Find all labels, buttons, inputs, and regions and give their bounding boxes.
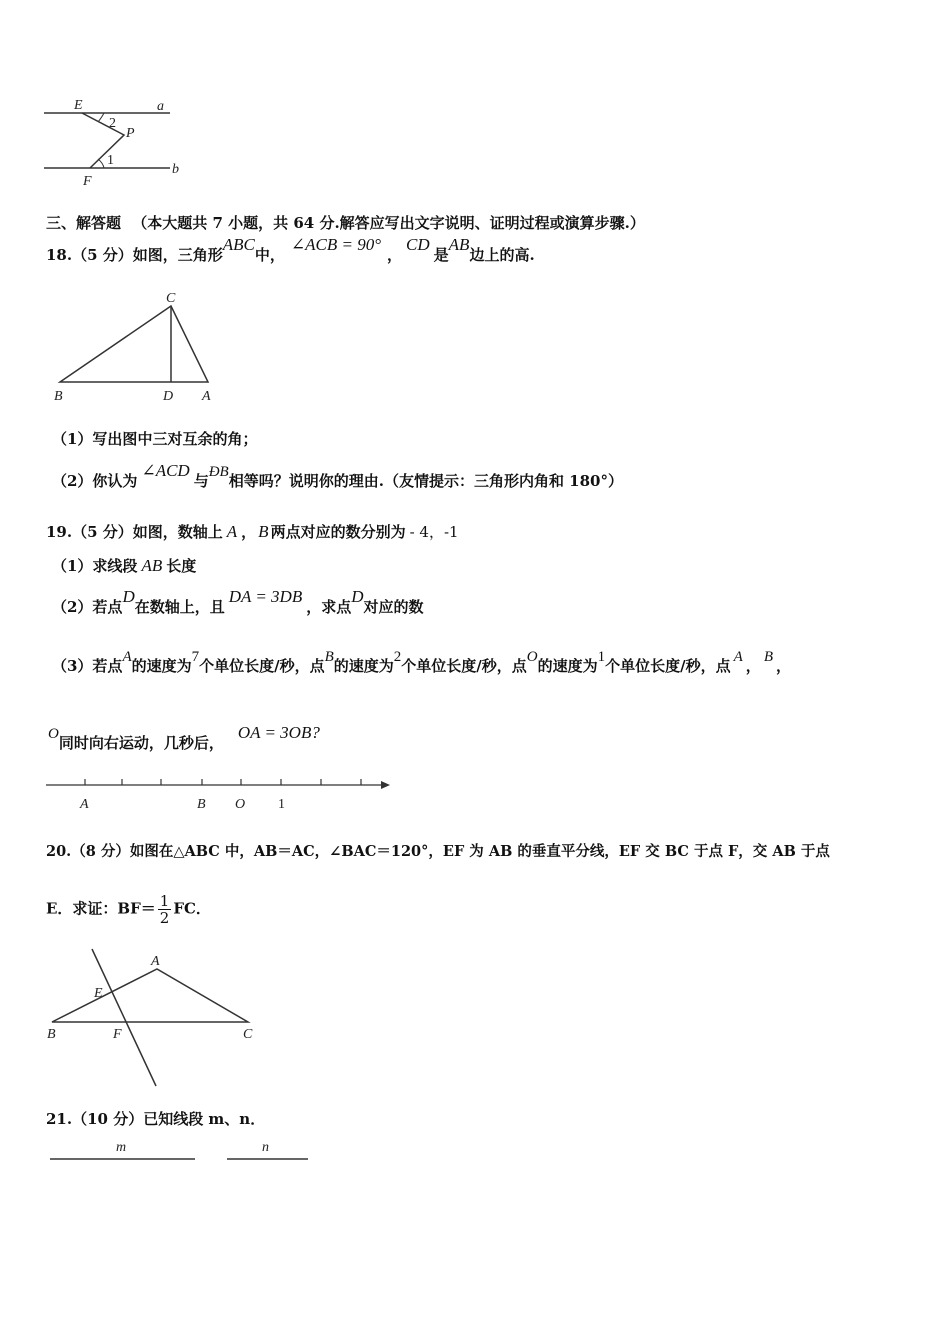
figure-segments-mn: [48, 1138, 318, 1168]
q18-part2-math-b: ÐB: [208, 464, 229, 480]
q19-part2-math-eq: DA = 3DB: [228, 587, 303, 606]
label-A: A: [151, 954, 160, 969]
label-A: A: [202, 389, 211, 404]
q19-part3-b: B: [324, 649, 334, 665]
q19-part3-p3: 的速度为: [333, 657, 394, 675]
q19-part3-p7: 同时向右运动，几秒后，: [58, 734, 224, 752]
q19-part3-vb: 2: [393, 649, 402, 665]
label-B: B: [47, 1027, 56, 1042]
label-B: B: [54, 389, 63, 404]
q19-part3-b2: B: [763, 649, 773, 665]
q19-part3-sep: ，: [745, 657, 761, 675]
axis-label-B: B: [197, 797, 206, 812]
label-b: b: [172, 162, 179, 177]
q19-part3: [52, 650, 791, 683]
q19-math-b: B: [258, 522, 269, 541]
axis-label-1: 1: [278, 797, 285, 812]
q19-part3-line2: [48, 723, 320, 760]
label-2: 2: [109, 116, 116, 131]
figure-triangle-bisector: [44, 945, 259, 1090]
triangle-abc-obtuse: [52, 969, 248, 1022]
q19-math-a: A: [226, 522, 238, 541]
q19-part1-prefix: （1）求线段: [52, 557, 138, 575]
figure-parallel-lines: [40, 95, 200, 190]
q19-part1-suffix: 长度: [166, 557, 197, 575]
q19-part3-p4: 个单位长度/秒，点: [401, 657, 527, 675]
q20-line2-prefix: E．求证：BF＝: [46, 899, 156, 918]
label-E: E: [94, 986, 103, 1001]
q19-part2-t1: 在数轴上，且: [134, 598, 225, 616]
figure-triangle-abc: [50, 290, 230, 408]
label-a: a: [157, 99, 164, 114]
q19-stem: [46, 521, 459, 542]
q19-part3-o2: O: [48, 726, 59, 742]
q19-part3-p2: 个单位长度/秒，点: [199, 657, 325, 675]
q19-part3-eq: OA = 3OB?: [237, 723, 320, 742]
axis-label-A: A: [80, 797, 89, 812]
q18-math-abc: ABC: [222, 235, 255, 254]
q19-part3-p6: 个单位长度/秒，点: [605, 657, 731, 675]
section-heading: [46, 212, 645, 233]
q19-comma: ，: [241, 523, 257, 541]
q18-stem: [46, 235, 535, 270]
label-C: C: [166, 291, 176, 306]
q19-part3-p5: 的速度为: [537, 657, 598, 675]
q18-t4: 边上的高.: [469, 246, 535, 264]
q20-line1: 20.（8 分）如图在△ABC 中，AB＝AC，∠BAC＝120°，EF 为 AB 的垂直平分线，EF 交 BC 于点 F，交 AB 于点: [46, 843, 830, 860]
q19-prefix: 19.（5 分）如图，数轴上: [46, 523, 223, 541]
q19-part3-end: ，: [775, 657, 791, 675]
q19-part2-math-d: D: [122, 587, 135, 606]
label-E: E: [74, 98, 83, 113]
q20-line2: [46, 893, 211, 926]
label-m: m: [116, 1140, 127, 1155]
q19-part2-t2: ，求点: [306, 598, 352, 616]
q18-part2-prefix: （2）你认为: [52, 472, 138, 490]
axis-label-O: O: [235, 797, 246, 812]
section-note: （本大题共 7 小题，共 64 分.解答应写出文字说明、证明过程或演算步骤.）: [132, 214, 645, 232]
q18-t3: 是: [433, 246, 449, 264]
q18-part2-t1: 与: [193, 472, 209, 490]
q21-stem: 21.（10 分）已知线段 m、n．: [46, 1110, 266, 1128]
label-F: F: [113, 1027, 122, 1042]
q18-part2-math-acd: ∠ACD: [141, 461, 190, 480]
bisector-ef: [92, 949, 156, 1086]
q18-t1: 中，: [254, 246, 285, 264]
q19-values: - 4，-1: [409, 523, 459, 541]
q19-part2-prefix: （2）若点: [52, 598, 123, 616]
fraction-one-half: [158, 893, 172, 926]
q19-part2-t3: 对应的数: [363, 598, 424, 616]
q18-part1: （1）写出图中三对互余的角；: [52, 430, 258, 448]
number-line: [44, 774, 394, 814]
q19-part3-a: A: [122, 649, 132, 665]
q18-math-ab: AB: [448, 235, 470, 254]
label-C: C: [243, 1027, 253, 1042]
axis-arrow: [381, 781, 390, 789]
q19-part3-p1: 的速度为: [131, 657, 192, 675]
q19-part3-vo: 1: [597, 649, 606, 665]
q19-part3-va: 7: [191, 649, 200, 665]
q19-part3-o: O: [526, 649, 538, 665]
q19-t1: 两点对应的数分别为: [270, 523, 406, 541]
q18-math-angle: ∠ACB = 90°: [290, 235, 382, 254]
q19-part2: [52, 587, 424, 622]
q18-t2: ，: [387, 246, 403, 264]
q19-part3-p0: （3）若点: [52, 657, 123, 675]
label-D: D: [163, 389, 174, 404]
label-1: 1: [107, 153, 114, 168]
axis-ticks: [85, 779, 361, 785]
fraction-numerator: 1: [159, 892, 170, 910]
q19-part2-math-d2: D: [351, 587, 364, 606]
section-title: 三、解答题: [46, 214, 122, 232]
q18-part2: [52, 461, 623, 497]
q18-prefix: 18.（5 分）如图，三角形: [46, 246, 223, 264]
q19-part1-math-ab: AB: [141, 556, 163, 575]
q18-part2-t2: 相等吗？说明你的理由.（友情提示：三角形内角和 180°）: [228, 472, 623, 490]
label-n: n: [262, 1140, 269, 1155]
q19-part1: [52, 555, 196, 576]
q19-part3-a2: A: [733, 649, 743, 665]
label-P: P: [126, 126, 135, 141]
q20-line2-suffix: FC．: [173, 899, 211, 918]
triangle-abc: [60, 306, 208, 382]
fraction-denominator: 2: [159, 909, 170, 927]
q18-math-cd: CD: [406, 235, 430, 254]
label-F: F: [83, 174, 92, 189]
